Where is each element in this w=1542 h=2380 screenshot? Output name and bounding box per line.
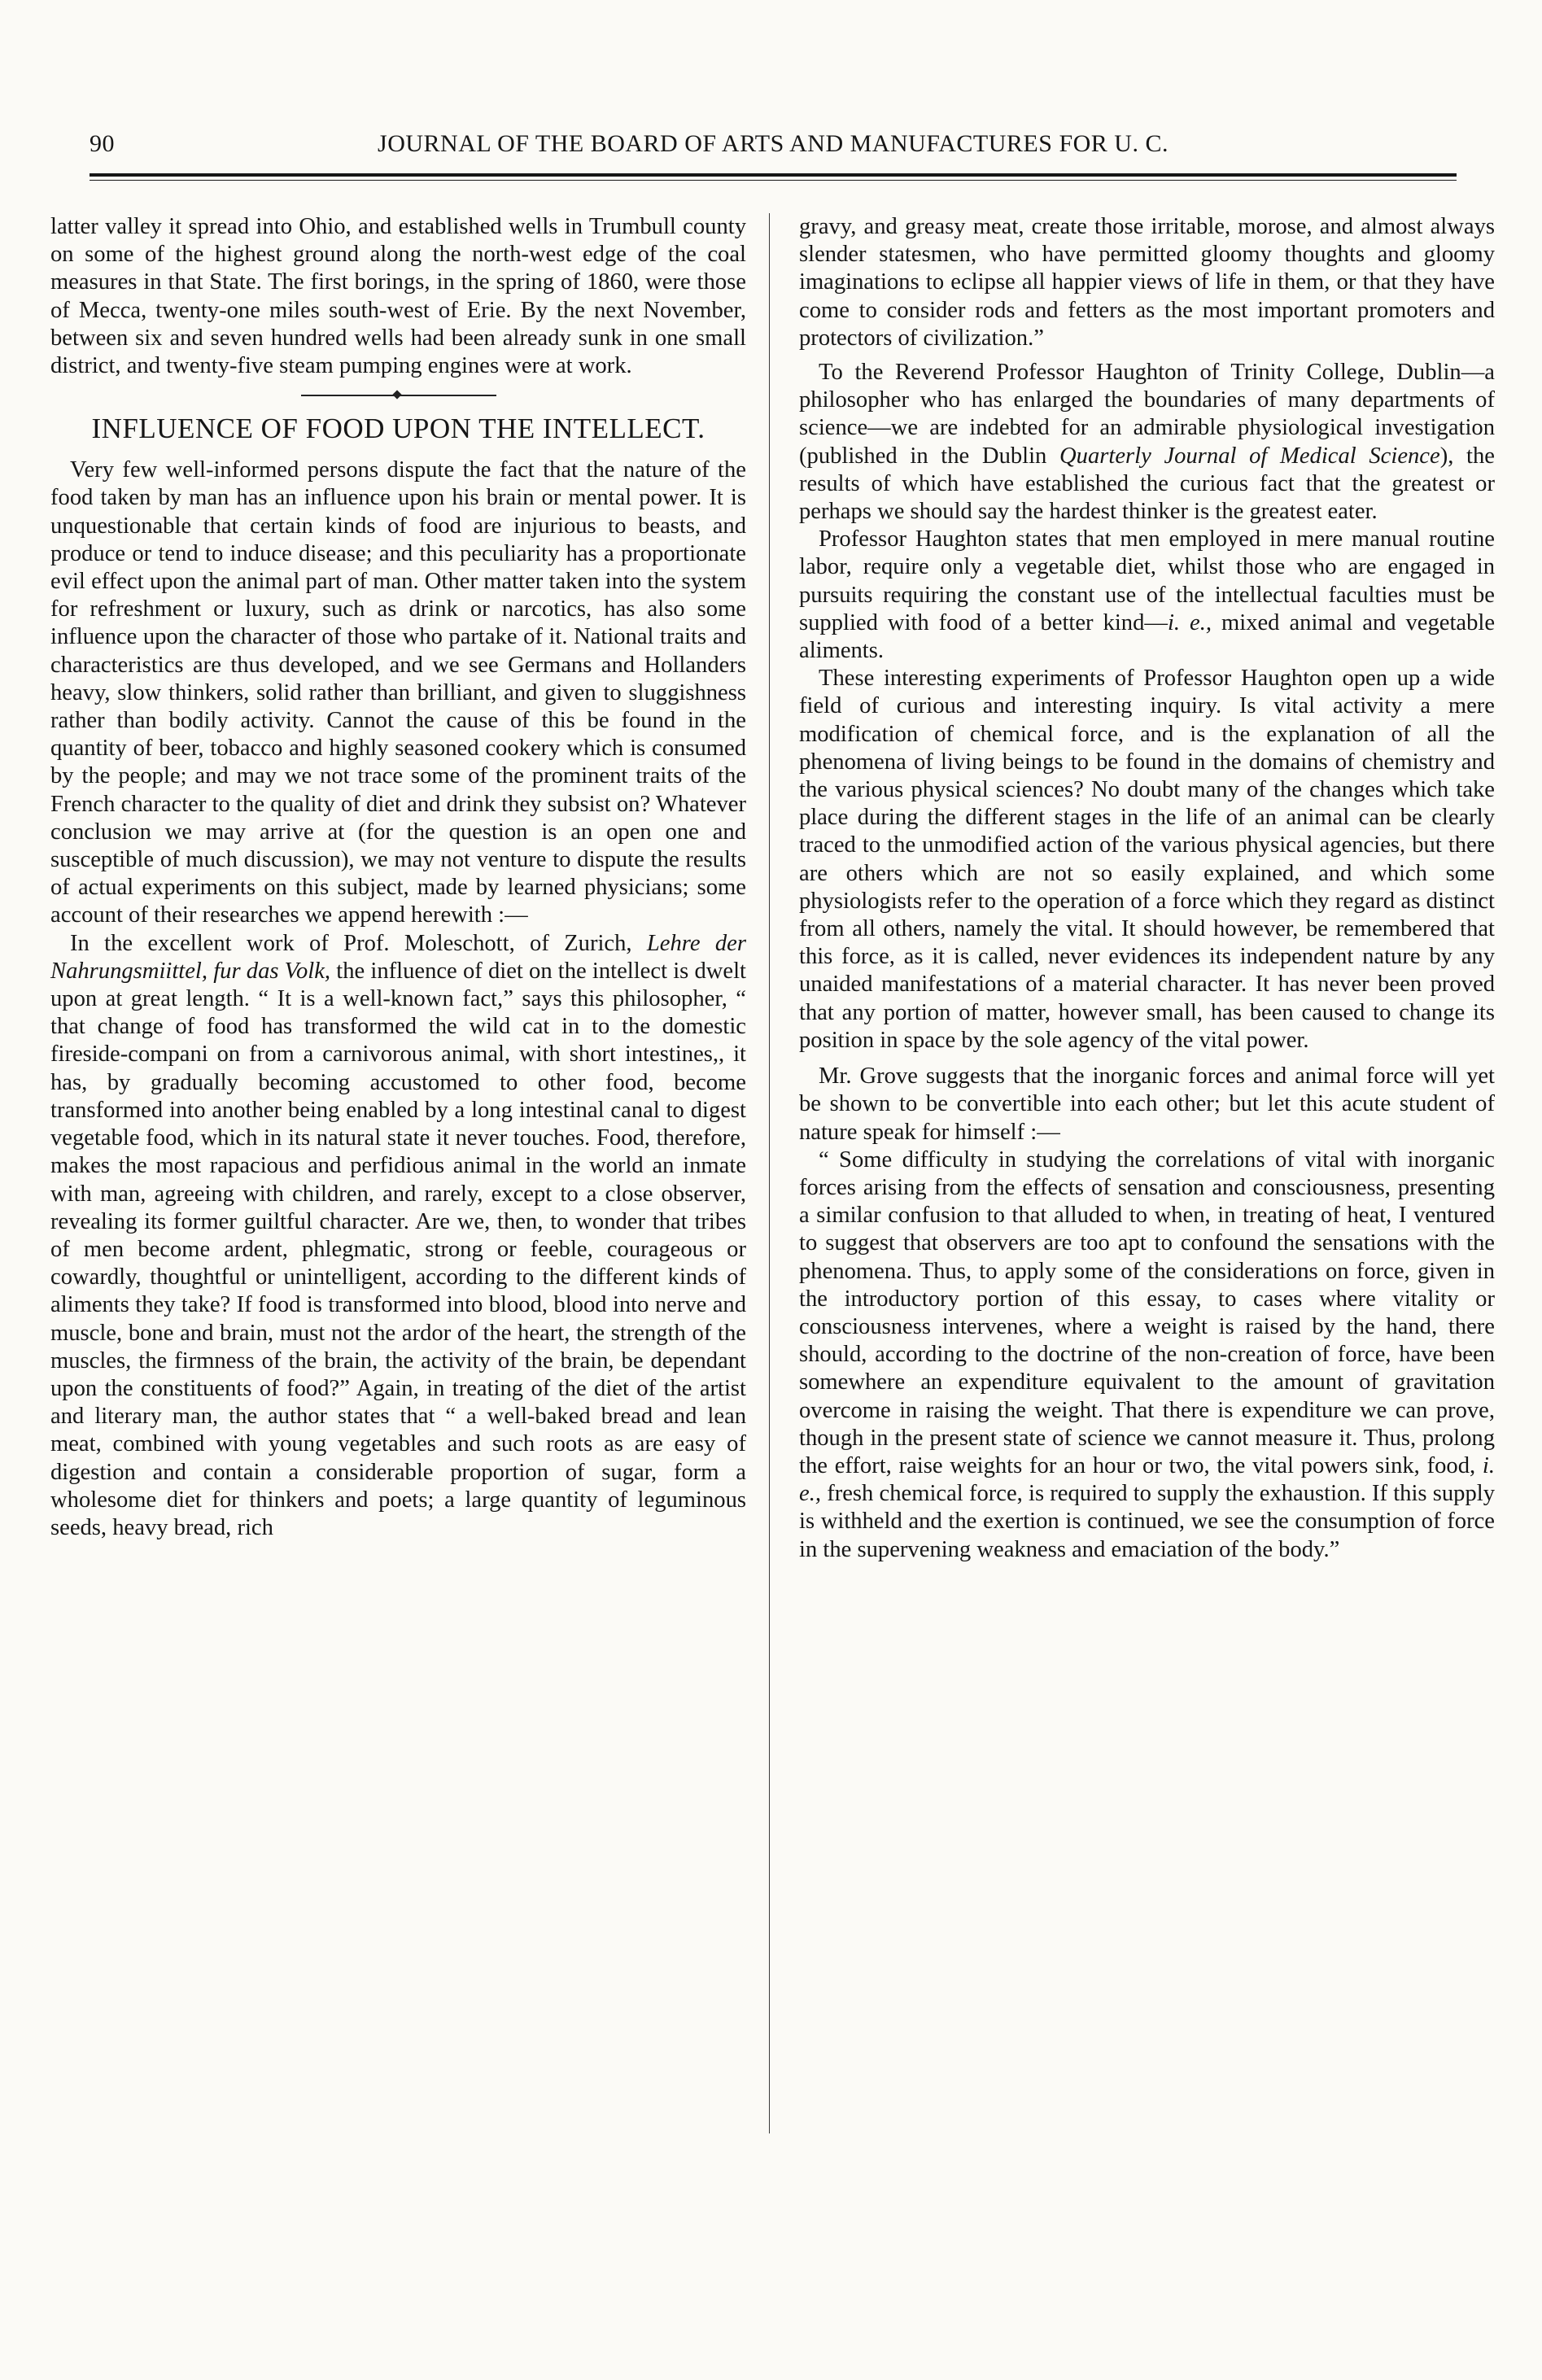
haughton-text-b: ), the results of which have established the curious fact that the greatest or perhaps we should say the hardest thinker is the greatest eater. [799, 443, 1495, 525]
grove-quote-a: “ Some difficulty in studying the correlations of vital with inorganic forces arising from the effects of sensation and consciousness, presenting a similar confusion to that alluded to when, in treating of heat, I ventured to suggest that observers are too apt to confound the sensations with the phenomena. Thus, to apply some of the considerations on force, given in the introductory portion of this essay, to cases where vitality or consciousness intervenes, where a weight is raised by the hand, there should, according to the doctrine of the non-creation of force, have been somewhere an expenditure equivalent to the amount of gravitation overcome in raising the weight. That there is expenditure we can prove, though in the present state of science we cannot measure it. Thus, prolong the effort, raise weights for an hour or two, the vital powers sink, food, [799, 1146, 1495, 1478]
separator-diamond-icon [392, 391, 401, 400]
paragraph-gap [799, 1055, 1495, 1063]
journal-name: Quarterly Journal of Medical Science [1059, 443, 1440, 469]
section-title: INFLUENCE OF FOOD UPON THE INTELLECT. [91, 413, 705, 445]
paragraph-moleschott [50, 930, 746, 1542]
page-number: 90 [90, 130, 115, 157]
left-column [50, 213, 746, 1542]
paragraph-food-influence: Very few well-informed persons dispute the fact that the nature of the food taken by man has an influence upon his brain or mental power. It is unquestionable that certain kinds of food are injurious to beasts, and produce or tend to induce disease; and this peculiarity has a proportionate evil effect upon the animal part of man. Other matter taken into the system for refreshment or luxury, such as drink or narcotics, has also some influence upon the character of those who partake of it. National traits and characteristics are thus developed, and we see Germans and Hollanders heavy, slow thinkers, solid rather than brilliant, and given to sluggishness rather than bodily activity. Cannot the cause of this be found in the quantity of beer, tobacco and highly seasoned cookery which is consumed by the people; and may we not trace some of the prominent traits of the French character to the quality of diet and drink they subsist on? Whatever conclusion we may arrive at (for the question is an open one and susceptible of much discussion), we may not venture to dispute the results of actual experiments on this subject, made by learned physicians; some account of their researches we append herewith :— [50, 457, 746, 928]
paragraph-grove: Mr. Grove suggests that the inorganic forces and animal force will yet be shown to be convertible into each other; but let this acute student of nature speak for himself :— [799, 1063, 1495, 1145]
paragraph-haughton [799, 359, 1495, 526]
column-divider [769, 213, 770, 2133]
header-rule-thick [90, 173, 1457, 177]
paragraph-haughton-states [799, 526, 1495, 665]
haughton-text-a: To the Reverend Professor Haughton of Trinity College, Dublin—a philosopher who has enlarged the boundaries of many departments of science—we are indebted for an admirable physiological investigation (published in the Dublin [799, 360, 1495, 469]
section-separator [301, 391, 496, 400]
haughton-states-a: Professor Haughton states that men employed in mere manual routine labor, require only a vegetable diet, whilst those who are engaged in pursuits requiring the constant use of the intellectual faculties must be supplied with food of a better kind— [799, 526, 1495, 635]
page-header [90, 130, 1457, 158]
paragraph-experiments: These interesting experiments of Professor Haughton open up a wide field of curious and interesting inquiry. Is vital activity a mere modification of chemical force, and is the explanation of all the phenomena of living beings to be found in the domains of chemistry and the various physical sciences? No doubt many of the changes which take place during the different stages in the life of an animal can be clearly traced to the unmodified action of the various physical agencies, but there are others which are not so easily explained, and which some physiologists refer to the operation of a force which they regard as distinct from all others, namely the vital. It should however, be remembered that this force, as it is called, never evidences its independent nature by any unaided manifestations of a material character. It has never been proved that any portion of matter, however small, has been caused to change its position in space by the sole agency of the vital power. [799, 666, 1495, 1053]
journal-title: JOURNAL OF THE BOARD OF ARTS AND MANUFACTURES FOR U. C. [378, 130, 1169, 157]
ie-abbreviation-2: i. e., [799, 1452, 1495, 1507]
moleschott-text-a: In the excellent work of Prof. Moleschott, of Zurich, [70, 930, 647, 956]
right-column [799, 213, 1495, 1564]
intro-paragraph: latter valley it spread into Ohio, and established wells in Trumbull county on some of the highest ground along the north-west edge of the coal measures in that State. The first borings, in the spring of 1860, were those of Mecca, twenty-one miles south-west of Erie. By the next November, between six and seven hundred wells had been already sunk in one small district, and twenty-five steam pumping engines were at work. [50, 214, 746, 379]
book-title: Lehre der Nahrungsmiittel, fur das Volk, [50, 930, 747, 984]
haughton-states-b: mixed animal and vegetable aliments. [799, 609, 1496, 664]
ie-abbreviation: i. e., [1167, 609, 1212, 635]
grove-quote-b: fresh chemical force, is required to supply the exhaustion. If this supply is withheld and the exertion is continued, we see the consumption of force in the supervening weakness and emaciation of the body.” [799, 1481, 1495, 1562]
moleschott-text-b: the influence of diet on the intellect is dwelt upon at great length. “ It is a well-known fact,” says this philosopher, “ that change of food has transformed the wild cat in to the domestic fireside-compani on from a carnivorous animal, with short intestines,, it has, by gradually becoming accustomed to other food, become transformed into another being enabled by a long intestinal canal to digest vegetable food, which in its natural state it never touches. Food, therefore, makes the most rapacious and perfidious animal in the world an inmate with man, agreeing with children, and rarely, except to a close observer, revealing its former guiltful character. Are we, then, to wonder that tribes of men become ardent, phlegmatic, strong or feeble, courageous or cowardly, thoughtful or unintelligent, according to the different kinds of aliments they take? If food is transformed into blood, blood into nerve and muscle, bone and brain, must not the ardor of the heart, the strength of the muscles, the firmness of the brain, the activity of the brain, be dependant upon the constituents of food?” Again, in treating of the diet of the artist and literary man, the author states that “ a well-baked bread and lean meat, combined with young vegetables and such roots as are easy of digestion and contain a considerable proportion of sugar, form a wholesome diet for thinkers and poets; a large quantity of leguminous seeds, heavy bread, rich [50, 958, 746, 1540]
continuation-paragraph: gravy, and greasy meat, create those irritable, morose, and almost always slender statesmen, who have permitted gloomy thoughts and gloomy imaginations to eclipse all happier views of life in them, or that they have come to consider rods and fetters as the most important promoters and protectors of civilization.” [799, 214, 1495, 351]
header-rule-thin [90, 180, 1457, 181]
paragraph-grove-quote [799, 1146, 1495, 1564]
